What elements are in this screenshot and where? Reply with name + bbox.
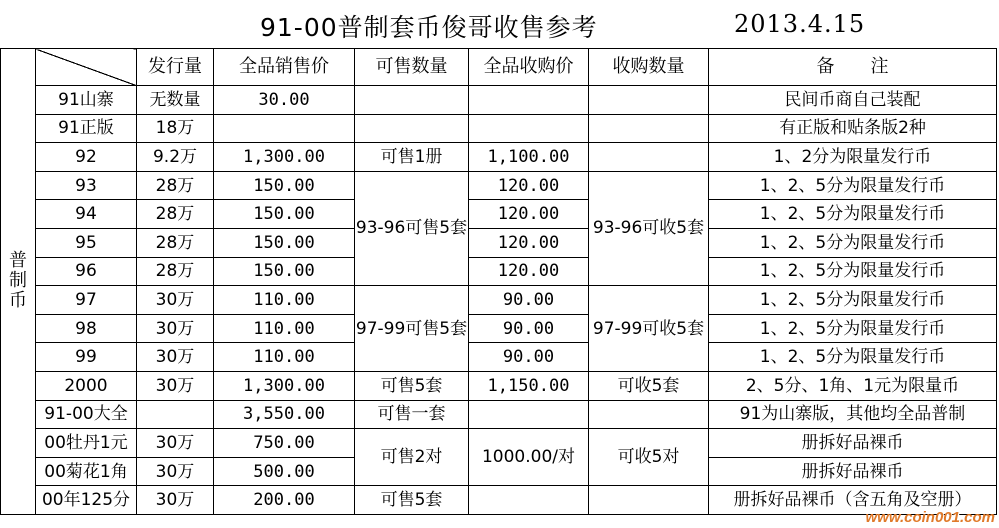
table-row xyxy=(1,171,997,200)
cell-remark: 册拆好品裸币（含五角及空册） xyxy=(709,486,997,515)
cell-buy-price xyxy=(469,114,589,143)
header-row xyxy=(1,49,997,86)
diagonal-header-cell xyxy=(36,49,137,86)
cell-remark: 1、2、5分为限量发行币 xyxy=(709,257,997,286)
cell-buy-price-00-pair: 1000.00/对 xyxy=(469,429,589,486)
cell-buy-price: 1,100.00 xyxy=(469,143,589,172)
cell-buy-qty xyxy=(589,114,709,143)
cell-sell-price: 30.00 xyxy=(214,86,355,115)
cell-buy-price: 120.00 xyxy=(469,200,589,229)
cell-sell-price: 1,300.00 xyxy=(214,143,355,172)
header-buy-qty: 收购数量 xyxy=(589,49,709,86)
price-table xyxy=(0,48,997,515)
cell-sell-price: 750.00 xyxy=(214,429,355,458)
cell-buy-price: 120.00 xyxy=(469,257,589,286)
cell-buy-price: 90.00 xyxy=(469,314,589,343)
cell-issue: 9.2万 xyxy=(137,143,214,172)
cell-buy-qty-97-99: 97-99可收5套 xyxy=(589,286,709,372)
cell-issue: 30万 xyxy=(137,286,214,315)
header-remark: 备 注 xyxy=(709,49,997,86)
cell-buy-qty: 可收5套 xyxy=(589,371,709,400)
cell-issue: 30万 xyxy=(137,314,214,343)
table-row xyxy=(1,114,997,143)
cell-year: 00牡丹1元 xyxy=(36,429,137,458)
side-label-char: 普 xyxy=(9,250,27,272)
cell-issue: 28万 xyxy=(137,200,214,229)
table-row xyxy=(1,200,997,229)
cell-buy-qty xyxy=(589,86,709,115)
cell-year: 2000 xyxy=(36,371,137,400)
cell-year: 91-00大全 xyxy=(36,400,137,429)
cell-remark: 1、2、5分为限量发行币 xyxy=(709,228,997,257)
cell-sell-price: 110.00 xyxy=(214,286,355,315)
cell-year: 97 xyxy=(36,286,137,315)
cell-buy-price xyxy=(469,486,589,515)
cell-year: 94 xyxy=(36,200,137,229)
cell-sell-price: 150.00 xyxy=(214,257,355,286)
cell-year: 98 xyxy=(36,314,137,343)
cell-sell-price: 110.00 xyxy=(214,314,355,343)
cell-issue: 30万 xyxy=(137,486,214,515)
cell-year: 95 xyxy=(36,228,137,257)
title-area xyxy=(0,0,999,46)
cell-sell-price: 500.00 xyxy=(214,457,355,486)
cell-sell-qty: 可售一套 xyxy=(355,400,469,429)
cell-remark: 2、5分、1角、1元为限量币 xyxy=(709,371,997,400)
cell-sell-price: 200.00 xyxy=(214,486,355,515)
cell-sell-qty xyxy=(355,86,469,115)
table-row xyxy=(1,86,997,115)
table-row xyxy=(1,343,997,372)
table-row xyxy=(1,400,997,429)
cell-buy-price: 1,150.00 xyxy=(469,371,589,400)
cell-remark: 1、2、5分为限量发行币 xyxy=(709,171,997,200)
side-label-char: 制 xyxy=(9,270,27,292)
cell-issue xyxy=(137,400,214,429)
header-buy-price: 全品收购价 xyxy=(469,49,589,86)
cell-sell-price: 150.00 xyxy=(214,171,355,200)
page-title: 91-00普制套币俊哥收售参考 xyxy=(260,13,598,42)
cell-buy-price: 90.00 xyxy=(469,286,589,315)
cell-remark: 1、2、5分为限量发行币 xyxy=(709,343,997,372)
cell-buy-qty-00-pair: 可收5对 xyxy=(589,429,709,486)
cell-buy-qty xyxy=(589,486,709,515)
header-sell-price: 全品销售价 xyxy=(214,49,355,86)
cell-remark: 91为山寨版，其他均全品普制 xyxy=(709,400,997,429)
cell-remark: 1、2、5分为限量发行币 xyxy=(709,200,997,229)
cell-sell-price: 1,300.00 xyxy=(214,371,355,400)
cell-year: 00年125分 xyxy=(36,486,137,515)
page-date: 2013.4.15 xyxy=(734,10,866,38)
cell-sell-qty: 可售1册 xyxy=(355,143,469,172)
cell-sell-qty: 可售5套 xyxy=(355,486,469,515)
header-sell-qty: 可售数量 xyxy=(355,49,469,86)
cell-issue: 30万 xyxy=(137,371,214,400)
cell-sell-price: 110.00 xyxy=(214,343,355,372)
cell-remark: 1、2分为限量发行币 xyxy=(709,143,997,172)
cell-sell-price: 150.00 xyxy=(214,200,355,229)
cell-issue: 28万 xyxy=(137,257,214,286)
cell-buy-price: 120.00 xyxy=(469,171,589,200)
side-label-cell xyxy=(1,49,36,515)
cell-buy-qty-93-96: 93-96可收5套 xyxy=(589,171,709,285)
header-issue: 发行量 xyxy=(137,49,214,86)
cell-year: 96 xyxy=(36,257,137,286)
cell-year: 00菊花1角 xyxy=(36,457,137,486)
cell-year: 93 xyxy=(36,171,137,200)
cell-remark: 1、2、5分为限量发行币 xyxy=(709,286,997,315)
cell-sell-price: 150.00 xyxy=(214,228,355,257)
cell-remark: 有正版和贴条版2种 xyxy=(709,114,997,143)
cell-sell-qty-93-96: 93-96可售5套 xyxy=(355,171,469,285)
cell-sell-qty: 可售5套 xyxy=(355,371,469,400)
cell-issue: 30万 xyxy=(137,429,214,458)
cell-issue: 30万 xyxy=(137,343,214,372)
cell-sell-qty-97-99: 97-99可售5套 xyxy=(355,286,469,372)
cell-remark: 册拆好品裸币 xyxy=(709,429,997,458)
table-row xyxy=(1,486,997,515)
cell-year: 91山寨 xyxy=(36,86,137,115)
table-row xyxy=(1,429,997,458)
cell-issue: 18万 xyxy=(137,114,214,143)
table-row xyxy=(1,314,997,343)
site-watermark: www.coin001.com xyxy=(865,509,995,526)
cell-sell-qty xyxy=(355,114,469,143)
cell-issue: 28万 xyxy=(137,228,214,257)
cell-remark: 1、2、5分为限量发行币 xyxy=(709,314,997,343)
cell-buy-price xyxy=(469,400,589,429)
side-label-char: 币 xyxy=(9,290,27,312)
table-row xyxy=(1,143,997,172)
cell-issue: 无数量 xyxy=(137,86,214,115)
table-row xyxy=(1,286,997,315)
cell-sell-qty-00-pair: 可售2对 xyxy=(355,429,469,486)
cell-buy-price xyxy=(469,86,589,115)
cell-year: 91正版 xyxy=(36,114,137,143)
cell-buy-qty xyxy=(589,143,709,172)
cell-remark: 册拆好品裸币 xyxy=(709,457,997,486)
cell-buy-qty xyxy=(589,400,709,429)
cell-sell-price: 3,550.00 xyxy=(214,400,355,429)
cell-buy-price: 120.00 xyxy=(469,228,589,257)
cell-buy-price: 90.00 xyxy=(469,343,589,372)
table-row xyxy=(1,371,997,400)
cell-sell-price xyxy=(214,114,355,143)
cell-issue: 30万 xyxy=(137,457,214,486)
cell-remark: 民间币商自己装配 xyxy=(709,86,997,115)
table-row xyxy=(1,257,997,286)
table-row xyxy=(1,228,997,257)
cell-year: 92 xyxy=(36,143,137,172)
cell-issue: 28万 xyxy=(137,171,214,200)
cell-year: 99 xyxy=(36,343,137,372)
